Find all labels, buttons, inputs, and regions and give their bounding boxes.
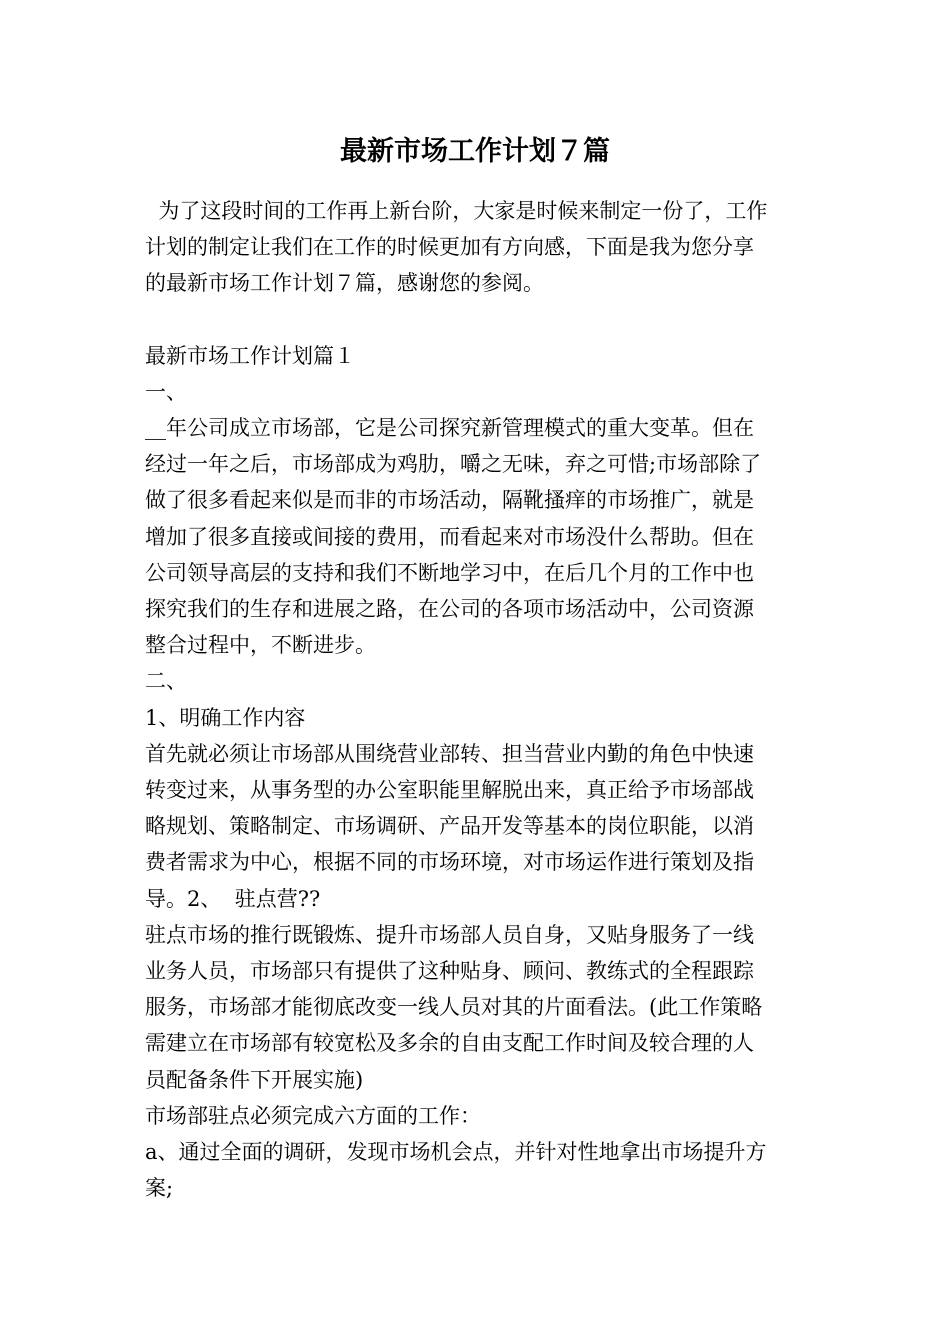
item-heading: 1、明确工作内容	[145, 705, 306, 730]
body-line: 需建立在市场部有较宽松及多余的自由支配工作时间及较合理的人	[145, 1031, 754, 1056]
subsection-marker: 二、	[145, 669, 187, 694]
body-line: a、通过全面的调研，发现市场机会点，并针对性地拿出市场提升方	[145, 1140, 767, 1165]
body-line: 费者需求为中心，根据不同的市场环境，对市场运作进行策划及指	[145, 850, 754, 875]
body-line: 经过一年之后，市场部成为鸡肋，嚼之无味，弃之可惜;市场部除了	[145, 452, 762, 477]
intro-line: 为了这段时间的工作再上新台阶，大家是时候来制定一份了，工作	[145, 199, 768, 223]
subsection-marker: 一、	[145, 379, 187, 404]
body-line: 首先就必须让市场部从围绕营业部转、担当营业内勤的角色中快速	[145, 741, 754, 766]
body-line: __年公司成立市场部，它是公司探究新管理模式的重大变革。但在	[145, 416, 754, 441]
paragraph-gap	[145, 302, 809, 338]
body-line: 驻点市场的推行既锻炼、提升市场部人员自身，又贴身服务了一线	[145, 922, 754, 947]
body-line: 探究我们的生存和进展之路，在公司的各项市场活动中，公司资源	[145, 597, 754, 622]
section-heading: 最新市场工作计划篇１	[145, 343, 355, 368]
body-line: 整合过程中，不断进步。	[145, 633, 376, 658]
body-line: 转变过来，从事务型的办公室职能里解脱出来，真正给予市场部战	[145, 778, 754, 803]
intro-line: 的最新市场工作计划７篇，感谢您的参阅。	[145, 271, 544, 296]
body-line: 业务人员，市场部只有提供了这种贴身、顾问、教练式的全程跟踪	[145, 959, 754, 984]
document-content	[145, 193, 809, 1206]
body-line: 略规划、策略制定、市场调研、产品开发等基本的岗位职能，以消	[145, 814, 754, 839]
document-title: 最新市场工作计划７篇	[340, 136, 610, 167]
body-line: 导。2、 驻点营??	[145, 886, 321, 911]
intro-line: 计划的制定让我们在工作的时候更加有方向感，下面是我为您分享	[145, 235, 754, 260]
body-line: 增加了很多直接或间接的费用，而看起来对市场没什么帮助。但在	[145, 524, 754, 549]
body-line: 做了很多看起来似是而非的市场活动，隔靴搔痒的市场推广，就是	[145, 488, 754, 513]
body-line: 案;	[145, 1176, 174, 1201]
body-line: 服务，市场部才能彻底改变一线人员对其的片面看法。(此工作策略	[145, 995, 763, 1020]
body-line: 员配备条件下开展实施)	[145, 1067, 364, 1092]
body-line: 市场部驻点必须完成六方面的工作：	[145, 1103, 481, 1128]
body-line: 公司领导高层的支持和我们不断地学习中，在后几个月的工作中也	[145, 560, 754, 585]
